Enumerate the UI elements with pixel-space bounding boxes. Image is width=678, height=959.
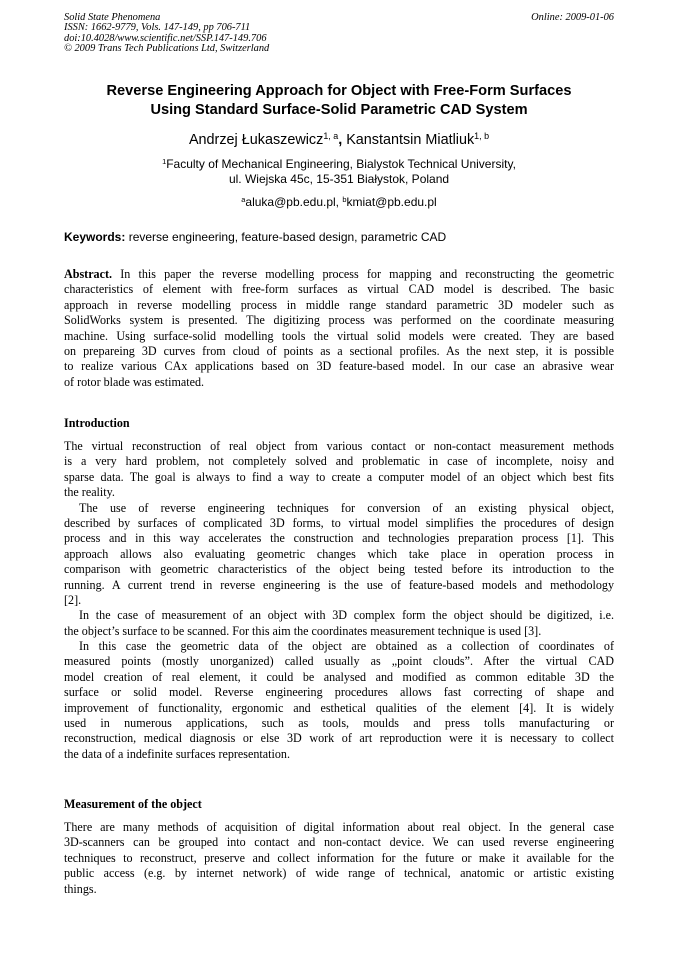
text-line: surface or solid model. Reverse engineering procedures allows fast correcting of shape and <box>64 685 614 700</box>
abstract-line: machine. Using surface-solid modelling tools the virtual solid models were created. They are based <box>64 328 614 343</box>
title-line-1: Reverse Engineering Approach for Object with Free-Form Surfaces <box>106 83 572 99</box>
text-line: running. A current trend in reverse engineering is the use of feature-based models and methodology <box>64 577 614 592</box>
text-line: sparse data. The goal is always to find a way to create a computer model of an object which best fits <box>64 469 614 484</box>
text-line: techniques to reconstruct, preserve and collect information for the future or make it available for the <box>64 850 614 865</box>
abstract-line: to realize various CAx applications based on 3D feature-based model. In our case an abrasive wear <box>64 359 614 374</box>
measurement-body <box>64 820 614 897</box>
text-line: used in numerous applications, such as tools, moulds and press tolls manufacturing or <box>64 716 614 731</box>
text-line: The virtual reconstruction of real object from various contact or non-contact measurement methods <box>64 439 614 453</box>
abstract-line: Abstract. In this paper the reverse modelling process for mapping and reconstructing the geometric <box>64 267 614 281</box>
text-line: approach allows also evaluating geometric changes which take place in operation process in <box>64 546 614 561</box>
affiliation-line-1: $^1$Faculty of Mechanical Engineering, Bialystok Technical University, <box>162 156 516 171</box>
email-b-mark: b <box>342 194 347 204</box>
text-line: [2]. <box>64 592 82 607</box>
paper-title <box>40 82 638 120</box>
author-list <box>40 131 638 149</box>
author-2-name: Kanstantsin Miatliuk <box>346 132 475 148</box>
text-line: model creation of real element, it could be analysed and modified as common editable 3D the <box>64 669 614 684</box>
text-line: the reality. <box>64 485 115 500</box>
affiliation-mark: 1 <box>162 156 167 166</box>
text-line: In this case the geometric data of the object are obtained as a collection of coordinates of <box>79 639 614 654</box>
author-1-affiliation-mark: 1, a <box>323 131 339 142</box>
text-line: There are many methods of acquisition of digital information about real object. In the general case <box>64 820 614 834</box>
email-a: aluka@pb.edu.pl, <box>245 195 343 209</box>
abstract-line: of rotor blade was estimated. <box>64 374 205 389</box>
keywords-label: Keywords: <box>64 230 126 244</box>
text-line: The use of reverse engineering techniques for conversion of an existing physical object, <box>79 500 614 515</box>
text-line: In the case of measurement of an object with 3D complex form the object should be digitized, i.e. <box>79 608 614 623</box>
keywords <box>64 230 614 245</box>
email-b: kmiat@pb.edu.pl <box>346 195 437 209</box>
text-line: reconstruction, medical diagnosis or else 3D work of art reproduction were it is necessary to collect <box>64 731 614 746</box>
text-line: improvement of functionality, ergonomic and esthetical qualities of the element [4]. It is widely <box>64 700 614 715</box>
author-emails <box>40 195 638 210</box>
text-line: public access (e.g. by internet network) of wide range of technical, anatomic or artistic existing <box>64 866 614 881</box>
issn-line: ISSN: 1662-9779, Vols. 147-149, pp 706-711 <box>64 22 251 34</box>
text-line: the object’s surface to be scanned. For this aim the coordinates measurement technique is used [3]. <box>64 623 542 638</box>
introduction-heading: Introduction <box>64 416 130 430</box>
doi-line: doi:10.4028/www.scientific.net/SSP.147-149.706 <box>64 32 267 44</box>
text-line: 3D-scanners can be grouped into contact and non-contact device. We can used reverse engineering <box>64 835 614 850</box>
keywords-text: reverse engineering, feature-based design, parametric CAD <box>125 230 447 244</box>
online-date: Online: 2009-01-06 <box>531 12 614 23</box>
journal-name: Solid State Phenomena <box>64 12 161 23</box>
abstract <box>64 267 614 390</box>
text-line: things. <box>64 881 97 896</box>
affiliation-line-2: ul. Wiejska 45c, 15-351 Białystok, Poland <box>228 172 450 186</box>
text-line: comparison with geometric characteristics of the object being tested before its introduction to the <box>64 562 614 577</box>
text-line: the data of a indefinite surfaces representation. <box>64 746 290 761</box>
abstract-line: on prepareing 3D curves from cloud of points as a sectional profiles. As the next step, it is possible <box>64 343 614 358</box>
introduction-body <box>64 439 614 762</box>
abstract-line: approach in reverse modelling process in middle range standard parametric 3D modeler such as <box>64 297 614 312</box>
author-1-name: Andrzej Łukaszewicz <box>188 132 324 148</box>
abstract-line: SolidWorks system is presented. The digitizing process was performed on the coordinate measuring <box>64 313 614 328</box>
author-2-affiliation-mark: 1, b <box>474 131 490 142</box>
measurement-heading: Measurement of the object <box>64 797 202 811</box>
text-line: measured points (mostly unorganized) called usually as „point clouds”. After the virtual CAD <box>64 654 614 669</box>
text-line: described by surfaces of complicated 3D forms, to virtual model simplifies the procedures of design <box>64 515 614 530</box>
affiliation <box>40 157 638 187</box>
journal-header <box>64 13 364 54</box>
copyright-line: © 2009 Trans Tech Publications Ltd, Switzerland <box>64 42 270 54</box>
text-line: process and in this way accelerates the construction and technologies preparation process [1]. This <box>64 531 614 546</box>
text-line: is a very hard problem, not completely solved and problematic in case of incomplete, noisy and <box>64 454 614 469</box>
abstract-label: Abstract. <box>64 267 113 281</box>
author-separator: , <box>338 132 347 148</box>
title-line-2: Using Standard Surface-Solid Parametric CAD System <box>150 102 528 118</box>
abstract-line: characteristics of element with free-form surfaces as virtual CAD model is described. The basic <box>64 282 614 297</box>
email-a-mark: a <box>241 194 246 204</box>
